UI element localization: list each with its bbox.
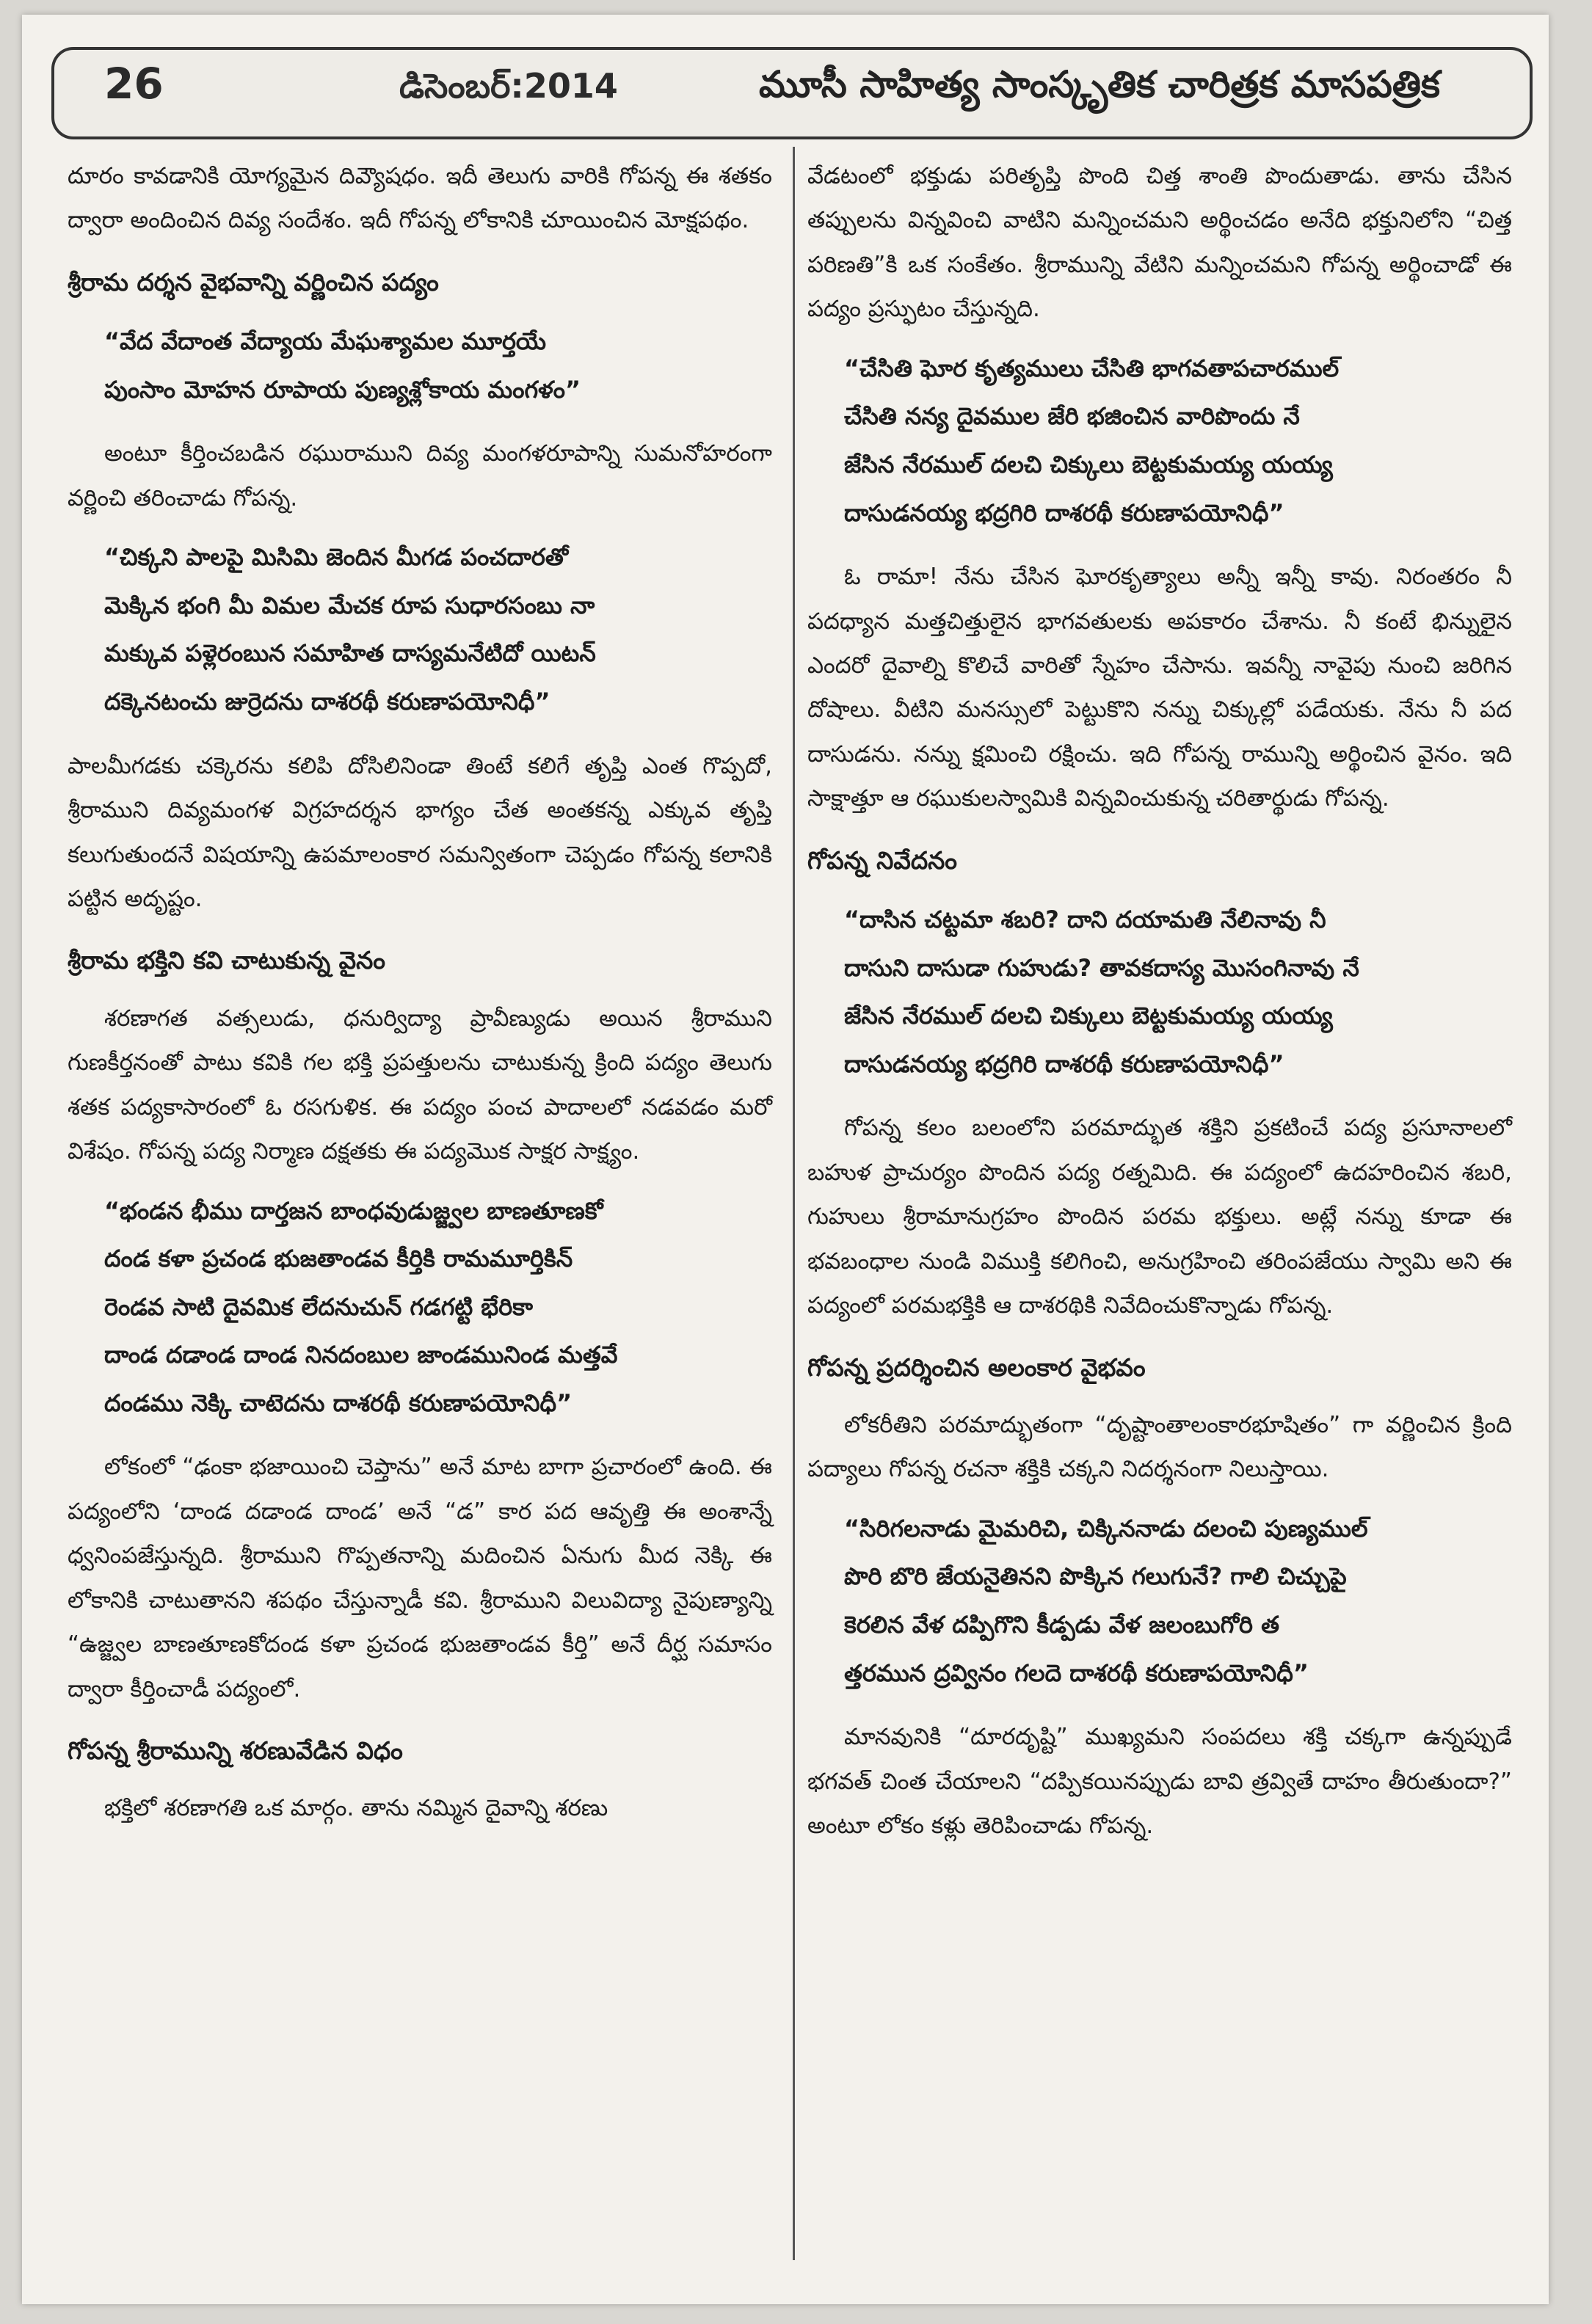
page-number: 26 [104, 59, 164, 109]
page-header [51, 47, 1533, 139]
verse-line: మెక్కిన భంగి మీ విమల మేచక రూప సుధారసంబు నా [104, 591, 595, 619]
verse-line: దాసుడనయ్య భద్రగిరి దాశరథీ కరుణాపయోనిధీ” [844, 1049, 1284, 1078]
paragraph: శరణాగత వత్సలుడు, ధనుర్విద్యా ప్రావీణ్యుడు అయిన శ్రీరాముని గుణకీర్తనంతో పాటు కవికి గల భక్తి ప్రపత్తులను చాటుకున్న క్రింది పద్యం తెలుగు శతక పద్యకాసారంలో ఓ రసగుళిక. ఈ పద్యం పంచ పాదాలలో నడవడం మరో విశేషం. గోపన్న పద్య నిర్మాణ దక్షతకు ఈ పద్యమొక సాక్షర సాక్ష్యం. [68, 1005, 772, 1165]
verse [844, 896, 1512, 1088]
column-divider [793, 147, 795, 2260]
paragraph: భక్తిలో శరణాగతి ఒక మార్గం. తాను నమ్మిన దైవాన్ని శరణు [104, 1795, 608, 1822]
section-heading: గోపన్న ప్రదర్శించిన అలంకార వైభవం [807, 1352, 1146, 1382]
section-heading: గోపన్న నివేదనం [807, 845, 958, 875]
left-column [68, 154, 772, 1844]
verse-line: పొరి బొరి జేయనైతినని పొక్కిన గలుగునే? గాలి చిచ్చుపై [844, 1562, 1347, 1591]
verse-line: దండము నెక్కి చాటెదను దాశరథీ కరుణాపయోనిధీ” [104, 1388, 573, 1417]
paragraph: మానవునికి “దూరదృష్టి” ముఖ్యమని సంపదలు శక్తి చక్కగా ఉన్నప్పుడే భగవత్ చింత చేయాలని “దప్పికయినప్పుడు బావి త్రవ్వితే దాహం తీరుతుందా?” అంటూ లోకం కళ్లు తెరిపించాడు గోపన్న. [807, 1724, 1512, 1840]
verse [104, 1187, 772, 1428]
paragraph: పాలమీగడకు చక్కెరను కలిపి దోసిలినిండా తింటే కలిగే తృప్తి ఎంత గొప్పదో, శ్రీరాముని దివ్యమంగళ విగ్రహదర్శన భాగ్యం చేత అంతకన్న ఎక్కువ తృప్తి కలుగుతుందనే విషయాన్ని ఉపమాలంకార సమన్వితంగా చెప్పడం గోపన్న కలానికి పట్టిన అదృష్టం. [68, 752, 772, 912]
paragraph: అంటూ కీర్తించబడిన రఘురాముని దివ్య మంగళరూపాన్ని సుమనోహరంగా వర్ణించి తరించాడు గోపన్న. [68, 440, 772, 511]
paragraph: గోపన్న కలం బలంలోని పరమాద్భుత శక్తిని ప్రకటించే పద్య ప్రసూనాలలో బహుళ ప్రాచుర్యం పొందిన పద్య రత్నమిది. ఈ పద్యంలో ఉదహరించిన శబరి, గుహులు శ్రీరామానుగ్రహం పొందిన పరమ భక్తులు. అట్లే నన్ను కూడా ఈ భవబంధాల నుండి విముక్తి కలిగించి, అనుగ్రహించి తరింపజేయు స్వామి అని ఈ పద్యంలో పరమభక్తికి ఆ దాశరథికి నివేదించుకొన్నాడు గోపన్న. [807, 1115, 1512, 1319]
verse-line: జేసిన నేరముల్ దలచి చిక్కులు బెట్టకుమయ్య యయ్య [844, 450, 1333, 478]
verse-line: “దాసిన చట్టమా శబరి? దాని దయామతి నేలినావు నీ [844, 906, 1326, 934]
verse-line: కెరలిన వేళ దప్పిగొని కీడ్పడు వేళ జలంబుగోరి త [844, 1611, 1280, 1639]
section-heading: శ్రీరామ దర్శన వైభవాన్ని వర్ణించిన పద్యం [68, 267, 439, 296]
verse-line: దాసుడనయ్య భద్రగిరి దాశరథీ కరుణాపయోనిధీ” [844, 498, 1284, 527]
section-heading: గోపన్న శ్రీరామున్ని శరణువేడిన విధం [68, 1736, 403, 1766]
verse [104, 533, 772, 726]
verse-line: దండ కళా ప్రచండ భుజతాండవ కీర్తికి రామమూర్తికిన్ [104, 1245, 573, 1273]
verse-line: త్తరమున ద్రవ్వినం గలదె దాశరథీ కరుణాపయోనిధీ” [844, 1658, 1309, 1687]
verse-line: మక్కువ పళ్లెరంబున సమాహిత దాస్యమనేటిదో యిటన్ [104, 639, 596, 668]
right-column [807, 154, 1512, 1862]
verse [844, 345, 1512, 537]
section-heading: శ్రీరామ భక్తిని కవి చాటుకున్న వైనం [68, 946, 386, 975]
paragraph: దూరం కావడానికి యోగ్యమైన దివ్యౌషధం. ఇదీ తెలుగు వారికి గోపన్న ఈ శతకం ద్వారా అందించిన దివ్య సందేశం. ఇదీ గోపన్న లోకానికి చూయించిన మోక్షపథం. [68, 163, 772, 234]
verse-line: “చిక్కని పాలపై మిసిమి జెందిన మీగడ పంచదారతో [104, 543, 569, 572]
verse-line: రెండవ సాటి దైవమిక లేదనుచున్ గడగట్టి భేరికా [104, 1292, 534, 1321]
verse-line: “వేద వేదాంత వేద్యాయ మేఘశ్యామల మూర్తయే [104, 327, 547, 356]
magazine-page [22, 15, 1549, 2304]
verse-line: చేసితి నన్య దైవముల జేరి భజించిన వారిపొందు నే [844, 402, 1300, 431]
verse-line: “చేసితి ఘోర కృత్యములు చేసితి భాగవతాపచారముల్ [844, 354, 1340, 382]
verse [844, 1505, 1512, 1697]
verse-line: దక్కెనటంచు జుర్రెదను దాశరథీ కరుణాపయోనిధీ” [104, 688, 550, 716]
paragraph: వేడటంలో భక్తుడు పరితృప్తి పొంది చిత్త శాంతి పొందుతాడు. తాను చేసిన తప్పులను విన్నవించి వాటిని మన్నించమని అర్థించడం అనేది భక్తునిలోని “చిత్త పరిణతి”కి ఒక సంకేతం. శ్రీరామున్ని వేటిని మన్నించమని గోపన్న అర్థించాడో ఈ పద్యం ప్రస్ఫుటం చేస్తున్నది. [807, 163, 1512, 323]
paragraph: లోకరీతిని పరమాద్భుతంగా “దృష్టాంతాలంకారభూషితం” గా వర్ణించిన క్రింది పద్యాలు గోపన్న రచనా శక్తికి చక్కని నిదర్శనంగా నిలుస్తాయి. [807, 1412, 1512, 1483]
verse-line: దాండ దడాండ దాండ నినదంబుల జాండమునిండ మత్తవే [104, 1341, 618, 1369]
journal-title: మూసీ సాహిత్య సాంస్కృతిక చారిత్రక మాసపత్రిక [759, 63, 1441, 106]
verse-line: దాసుని దాసుడా గుహుడు? తావకదాస్య మొసంగినావు నే [844, 953, 1359, 982]
verse-line: “సిరిగలనాడు మైమరిచి, చిక్కిననాడు దలంచి పుణ్యముల్ [844, 1514, 1368, 1542]
verse [104, 318, 772, 414]
paragraph: ఓ రామా! నేను చేసిన ఘోరకృత్యాలు అన్నీ ఇన్నీ కావు. నిరంతరం నీ పదధ్యాన మత్తచిత్తులైన భాగవతులకు అపకారం చేశాను. నీ కంటే భిన్నులైన ఎందరో దైవాల్ని కొలిచే వారితో స్నేహం చేసాను. ఇవన్నీ నావైపు నుంచి జరిగిన దోషాలు. వీటిని మనస్సులో పెట్టుకొని నన్ను చిక్కుల్లో పడేయకు. నేను నీ పద దాసుడను. నన్ను క్షమించి రక్షించు. ఇది గోపన్న రామున్ని అర్థించిన వైనం. ఇది సాక్షాత్తూ ఆ రఘుకులస్వామికి విన్నవించుకున్న చరితార్థుడు గోపన్న. [807, 564, 1512, 812]
paragraph: లోకంలో “ఢంకా భజాయించి చెప్తాను” అనే మాట బాగా ప్రచారంలో ఉంది. ఈ పద్యంలోని ‘దాండ దడాండ దాండ’ అనే “డ” కార పద ఆవృత్తి ఈ అంశాన్నే ధ్వనింపజేస్తున్నది. శ్రీరాముని గొప్పతనాన్ని మదించిన ఏనుగు మీద నెక్కి ఈ లోకానికి చాటుతానని శపథం చేస్తున్నాడీ కవి. శ్రీరాముని విలువిద్యా నైపుణ్యాన్ని “ఉజ్జ్వల బాణతూణకోదండ కళా ప్రచండ భుజతాండవ కీర్తి” అనే దీర్ఘ సమాసం ద్వారా కీర్తించాడీ పద్యంలో. [68, 1454, 772, 1702]
verse-line: జేసిన నేరముల్ దలచి చిక్కులు బెట్టకుమయ్య యయ్య [844, 1002, 1333, 1030]
verse-line: పుంసాం మోహన రూపాయ పుణ్యశ్లోకాయ మంగళం” [104, 375, 581, 404]
verse-line: “భండన భీము దార్తజన బాంధవుడుజ్జ్వల బాణతూణకో [104, 1196, 603, 1225]
issue-date: డిసెంబర్:2014 [399, 66, 618, 106]
